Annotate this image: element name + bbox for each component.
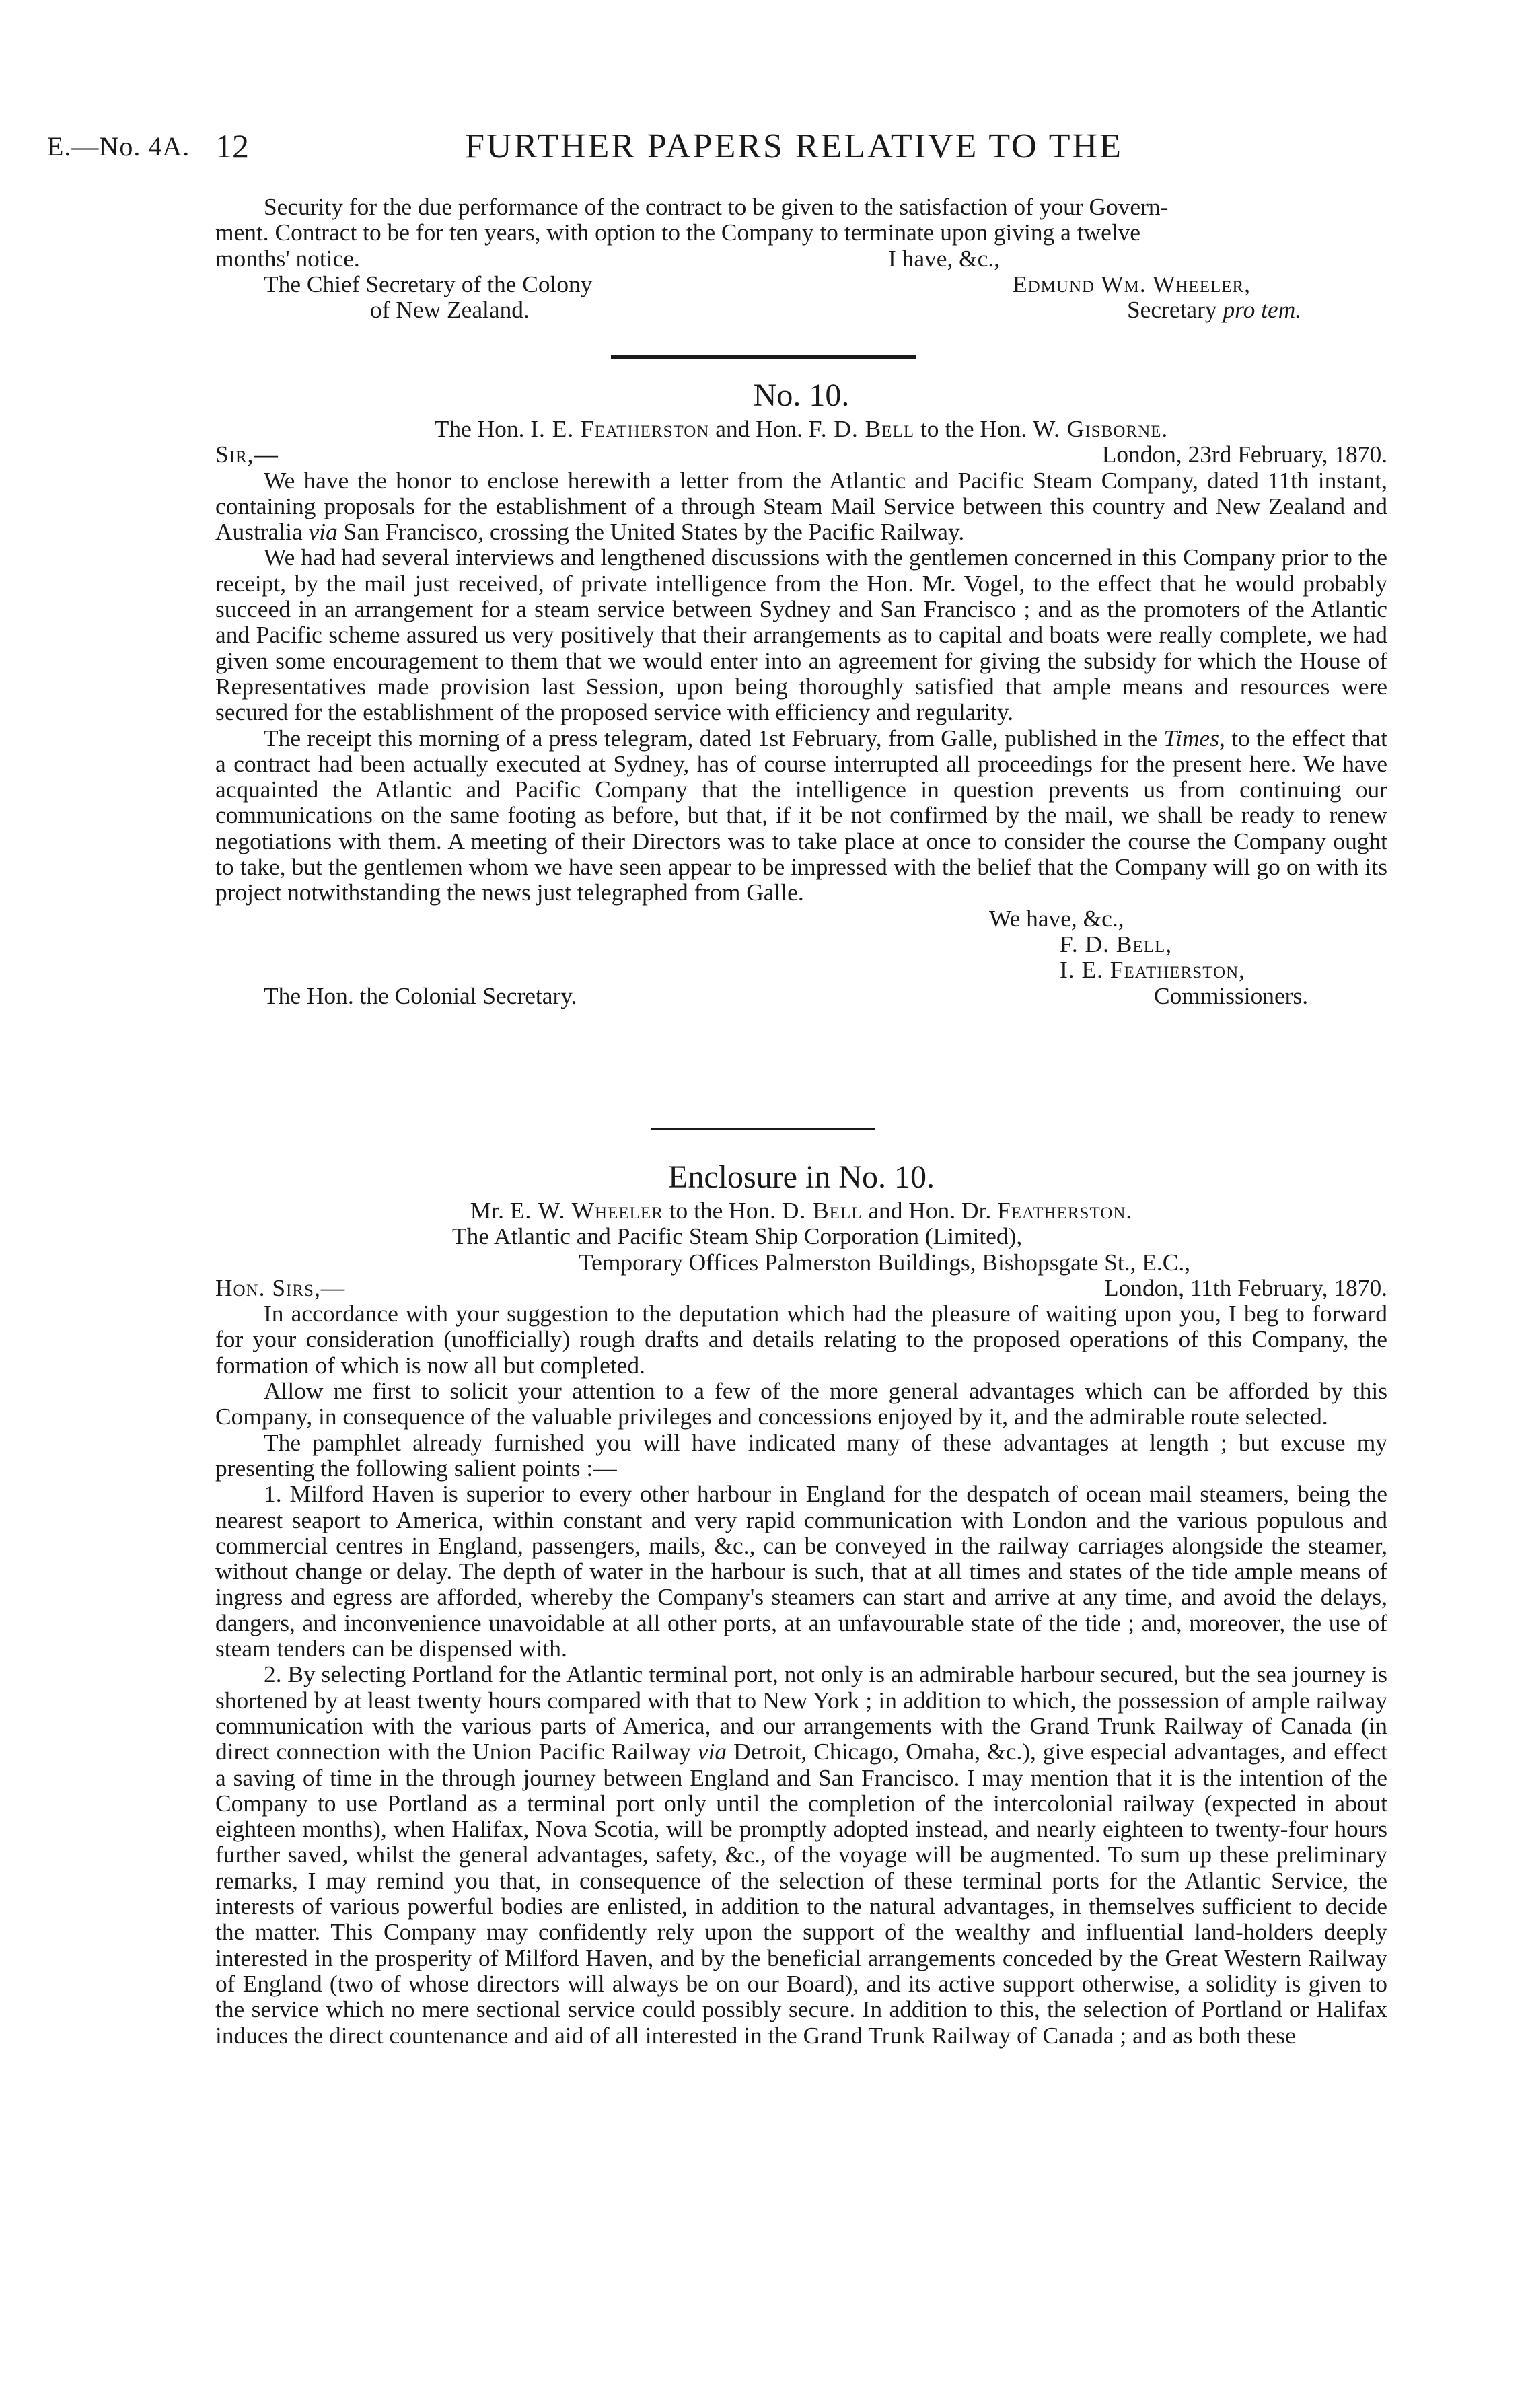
text-fragment: The receipt this morning of a press telegram, dated 1st February, from Galle, published in the [264,724,1164,752]
text-italic: Times [1163,724,1220,752]
text-line: ment. Contract to be for ten years, with option to the Company to terminate upon giving a twelve [215,219,1141,246]
section-divider [651,1128,875,1130]
running-title: FURTHER PAPERS RELATIVE TO THE [465,127,1123,166]
text-line [215,931,1387,957]
salutation: Sir,— [215,441,279,468]
signer-name: F. D. Bell, [1060,930,1173,957]
text-fragment: San Francisco, crossing the United States by the Pacific Railway. [337,518,965,546]
sender-name: I. E. Featherston [530,415,710,442]
page-number: 12 [215,127,249,165]
text-line [215,957,1387,982]
previous-letter-continuation [215,194,1387,322]
enclosure-from-to [215,1198,1387,1223]
closing-phrase: I have, &c., [888,244,1001,272]
body-paragraph [215,468,1387,545]
text-fragment: Detroit, Chicago, Omaha, &c.), give especial advantages, and effect a saving of time in the through journey between England and San Francisco. I may mention that it is the intention of the Company to use Portland as a terminal port only until the completion of the intercolonial railway (expected in about eighteen months), when Halifax, Nova Scotia, will be promptly adopted instead, and nearly eighteen to twenty-four hours further saved, whilst the general advantages, safety, &c., of the voyage will be augmented. To sum up these preliminary remarks, I may remind you that, in consequence of the selection of these terminal ports for the Atlantic Service, the interests of various powerful bodies are enlisted, in addition to the natural advantages, in themselves sufficient to decide the matter. This Company may confidently rely upon the support of the wealthy and influential land-holders deeply interested in the prosperity of Milford Haven, and by the beneficial arrangements conceded by the Great Western Railway of England (two of whose directors will always be on our Board), and its active support otherwise, a solidity is given to the service which no mere sectional service could possibly secure. In addition to this, the selection of Portland or Halifax induces the direct countenance and aid of all interested in the Grand Trunk Railway of Canada ; and as both these [215,1738,1387,2049]
text-line [215,246,1387,271]
body-paragraph: In accordance with your suggestion to the deputation which had the pleasure of waiting upon you, I beg to forward for your consideration (unofficially) rough drafts and details relating to the proposed operations of this Company, the formation of which is now all but completed. [215,1300,1387,1379]
salutation-line [215,441,1387,467]
body-paragraph: The pamphlet already furnished you will have indicated many of these advantages at length ; but excuse my presenting the following salient points :— [215,1428,1387,1482]
text-line [215,297,1387,322]
signers-title: Commissioners. [1154,982,1309,1009]
text-italic: via [308,518,338,546]
text-fragment: Mr. [470,1197,510,1224]
text-line [215,906,1387,931]
letter-heading: No. 10. [753,377,850,413]
document-reference: E.—No. 4A. [47,131,190,161]
addressee: of New Zealand. [370,296,530,324]
text-fragment: to the Hon. [663,1197,782,1224]
text-fragment: and Hon. Dr. [862,1197,998,1224]
sender-name: Edmund Wm. Wheeler, [1013,270,1251,297]
body-paragraph [215,1661,1387,2047]
text-line [215,983,1387,1009]
sender-name: E. W. Wheeler [509,1197,663,1224]
text-line [215,1223,1387,1249]
text-line [215,271,1387,297]
text-fragment: , to the effect that a contract had been actually executed at Sydney, has of course interrupted all proceedings for the present here. We have acquainted the Atlantic and Pacific Company that the intelligence in question prevents us from continuing our communications on the same footing as before, but that, if it be not confirmed by the mail, we shall be ready to renew negotiations with them. A meeting of their Directors was to take place at once to consider the course the Company ought to take, but the gentlemen whom we have seen appear to be impressed with the belief that the Company will go on with its project notwithstanding the news just telegraphed from Galle. [215,724,1387,906]
letter-no-10 [215,355,1387,1009]
enclosure-in-no-10 [215,1157,1387,2048]
text-fragment: to the Hon. [914,415,1033,442]
salutation: Hon. Sirs,— [215,1274,346,1301]
addressee: The Chief Secretary of the Colony [264,270,593,297]
recipient-name: D. Bell [781,1197,863,1224]
sender-name: F. D. Bell [808,415,915,442]
text-fragment: months' notice. [215,244,360,272]
sender-title-text: Secretary [1127,296,1217,324]
signer-name: I. E. Featherston, [1060,956,1245,984]
body-paragraph: We had had several interviews and lengthened discussions with the gentlemen concerned in this Company prior to the receipt, by the mail just received, of private intelligence from the Hon. Mr. Vogel, to the effect that he would probably succeed in an arrangement for a steam service between Sydney and San Francisco ; and as the promoters of the Atlantic and Pacific scheme assured us very positively that their arrangements as to capital and boats were really complete, we had given some encouragement to them that we would enter into an agreement for giving the subsidy for which the House of Representatives made provision last Session, upon being thoroughly satisfied that ample means and resources were secured for the establishment of the proposed service with efficiency and regularity. [215,544,1387,726]
body-paragraph [215,725,1387,906]
letter-date: London, 11th February, 1870. [1103,1274,1387,1301]
letter-from-to [215,416,1387,441]
salutation-line [215,1275,1387,1301]
text-fragment: The Hon. [434,415,531,442]
text-line [215,1249,1387,1275]
text-fragment: and Hon. [709,415,809,442]
sender-title-italic: pro tem. [1223,296,1302,324]
text-fragment: 2. By selecting Portland for the Atlantic terminal port, not only is an admirable harbour secured, but the sea journey is shortened by at least twenty hours compared with that to New York ; in addition to which, the possession of ample railway communication with the various parts of America, and our arrangements with the Grand Trunk Railway of Canada (in direct connection with the Union Pacific Railway [215,1661,1387,1765]
text-italic: via [697,1738,727,1765]
running-head [47,126,1479,167]
office-address: Temporary Offices Palmerston Buildings, Bishopsgate St., E.C., [579,1248,1191,1276]
corporation-name: The Atlantic and Pacific Steam Ship Corporation (Limited), [452,1223,1023,1250]
body-paragraph: 1. Milford Haven is superior to every other harbour in England for the despatch of ocean mail steamers, being the nearest seaport to America, within constant and very rapid communication with London and the various populous and commercial centres in England, passengers, mails, &c., can be conveyed in the railway carriages alongside the steamer, without change or delay. The depth of water in the harbour is such, that at all times and states of the tide ample means of ingress and egress are afforded, whereby the Company's steamers can start and arrive at any time, and avoid the delays, dangers, and inconvenience unavoidable at all other ports, at an unfavourable state of the tide ; and, moreover, the use of steam tenders can be dispensed with. [215,1480,1387,1663]
text-line: Security for the due performance of the contract to be given to the satisfaction of your Govern- [264,193,1169,220]
letter-date: London, 23rd February, 1870. [1101,441,1387,468]
enclosure-heading: Enclosure in No. 10. [668,1159,935,1195]
text-fragment: We have the honor to enclose herewith a letter from the Atlantic and Pacific Steam Company, dated 11th instant, containing proposals for the establishment of a through Steam Mail Service between this country and New Zealand and Australia [215,466,1387,546]
sender-title [1127,297,1301,322]
body-paragraph: Allow me first to solicit your attention to a few of the more general advantages which can be afforded by this Company, in consequence of the valuable privileges and concessions enjoyed by it, and the admirable route selected. [215,1377,1387,1430]
addressee: The Hon. the Colonial Secretary. [264,982,577,1009]
closing-phrase: We have, &c., [989,904,1124,932]
recipient-name: Featherston. [997,1197,1133,1224]
recipient-name: W. Gisborne. [1033,415,1169,442]
